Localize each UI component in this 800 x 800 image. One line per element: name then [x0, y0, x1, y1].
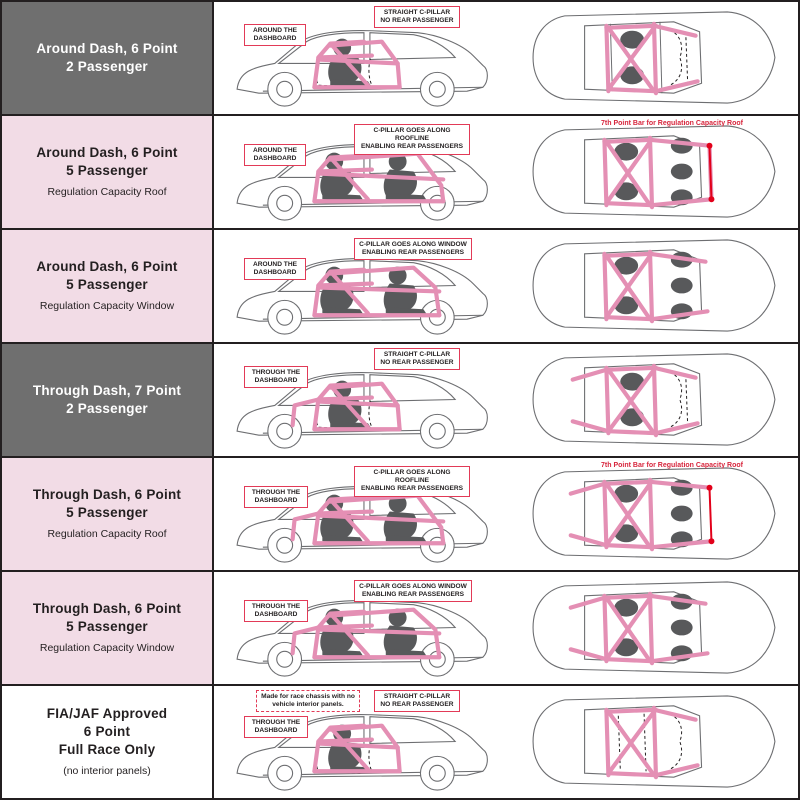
chart-row	[2, 344, 798, 458]
top-view-svg	[506, 686, 798, 798]
row-label-cell	[2, 344, 214, 456]
callout-box: THROUGH THE DASHBOARD	[244, 600, 308, 622]
top-view-svg	[506, 116, 798, 228]
diagram-side-view	[214, 116, 506, 228]
row-label-line: FIA/JAF Approved	[46, 706, 168, 722]
row-label-line: 2 Passenger	[66, 401, 148, 416]
callout-box: THROUGH THE DASHBOARD	[244, 366, 308, 388]
chart-row	[2, 686, 798, 798]
row-label-line: Full Race Only	[58, 742, 156, 758]
row-label-line: 5 Passenger	[66, 163, 148, 179]
callout-box: STRAIGHT C-PILLAR NO REAR PASSENGER	[374, 348, 460, 370]
callout-box: C-PILLAR GOES ALONG WINDOW ENABLING REAR PASSENGERS	[354, 238, 472, 260]
top-view-svg	[506, 2, 798, 114]
row-label-sub: Regulation Capacity Roof	[47, 527, 167, 540]
diagram-side-view	[214, 686, 506, 798]
row-label-cell	[2, 686, 214, 798]
diagram-top-view	[506, 116, 798, 228]
diagram-side-view	[214, 2, 506, 114]
diagram-side-view	[214, 230, 506, 342]
row-label-sub: Regulation Capacity Window	[39, 641, 175, 654]
callout-box: AROUND THE DASHBOARD	[244, 24, 306, 46]
row-label-line: 5 Passenger	[66, 505, 148, 521]
callout-box: THROUGH THE DASHBOARD	[244, 716, 308, 738]
row-label-cell	[2, 572, 214, 684]
row-label-cell	[2, 458, 214, 570]
chart-row	[2, 572, 798, 686]
callout-box: AROUND THE DASHBOARD	[244, 258, 306, 280]
row-label-sub: (no interior panels)	[63, 764, 151, 777]
row-label-sub: Regulation Capacity Window	[39, 299, 175, 312]
diagram-top-view	[506, 2, 798, 114]
row-label-line: Around Dash, 6 Point	[36, 41, 178, 57]
row-label-line: 2 Passenger	[66, 59, 148, 74]
row-label-line: Through Dash, 6 Point	[32, 601, 182, 617]
diagram-top-view	[506, 344, 798, 456]
chart-row	[2, 116, 798, 230]
diagram-top-view	[506, 458, 798, 570]
callout-seventh-point: 7th Point Bar for Regulation Capacity Roof	[601, 462, 743, 469]
top-view-svg	[506, 344, 798, 456]
row-label-line: Through Dash, 7 Point	[32, 383, 182, 399]
chart-row	[2, 458, 798, 572]
diagram-side-view	[214, 344, 506, 456]
row-label-line: Around Dash, 6 Point	[36, 259, 178, 275]
top-view-svg	[506, 458, 798, 570]
diagram-side-view	[214, 572, 506, 684]
callout-box-dashed: Made for race chassis with no vehicle interior panels.	[256, 690, 360, 712]
row-label-cell	[2, 230, 214, 342]
chart-row	[2, 230, 798, 344]
callout-box: C-PILLAR GOES ALONG ROOFLINE ENABLING REAR PASSENGERS	[354, 466, 470, 497]
diagram-top-view	[506, 230, 798, 342]
side-view-svg	[214, 344, 506, 456]
callout-box: AROUND THE DASHBOARD	[244, 144, 306, 166]
row-label-cell	[2, 116, 214, 228]
row-label-line: 5 Passenger	[66, 277, 148, 293]
top-view-svg	[506, 572, 798, 684]
diagram-top-view	[506, 572, 798, 684]
diagram-side-view	[214, 458, 506, 570]
callout-box: THROUGH THE DASHBOARD	[244, 486, 308, 508]
callout-box: STRAIGHT C-PILLAR NO REAR PASSENGER	[374, 690, 460, 712]
row-label-line: Around Dash, 6 Point	[36, 145, 178, 161]
chart-row	[2, 2, 798, 116]
callout-seventh-point: 7th Point Bar for Regulation Capacity Roof	[601, 120, 743, 127]
row-label-sub: Regulation Capacity Roof	[47, 185, 167, 198]
callout-box: STRAIGHT C-PILLAR NO REAR PASSENGER	[374, 6, 460, 28]
row-label-cell	[2, 2, 214, 114]
row-label-line: 5 Passenger	[66, 619, 148, 635]
callout-box: C-PILLAR GOES ALONG ROOFLINE ENABLING REAR PASSENGERS	[354, 124, 470, 155]
diagram-top-view	[506, 686, 798, 798]
side-view-svg	[214, 2, 506, 114]
row-label-line: 6 Point	[83, 724, 131, 740]
top-view-svg	[506, 230, 798, 342]
row-label-line: Through Dash, 6 Point	[32, 487, 182, 503]
callout-box: C-PILLAR GOES ALONG WINDOW ENABLING REAR PASSENGERS	[354, 580, 472, 602]
